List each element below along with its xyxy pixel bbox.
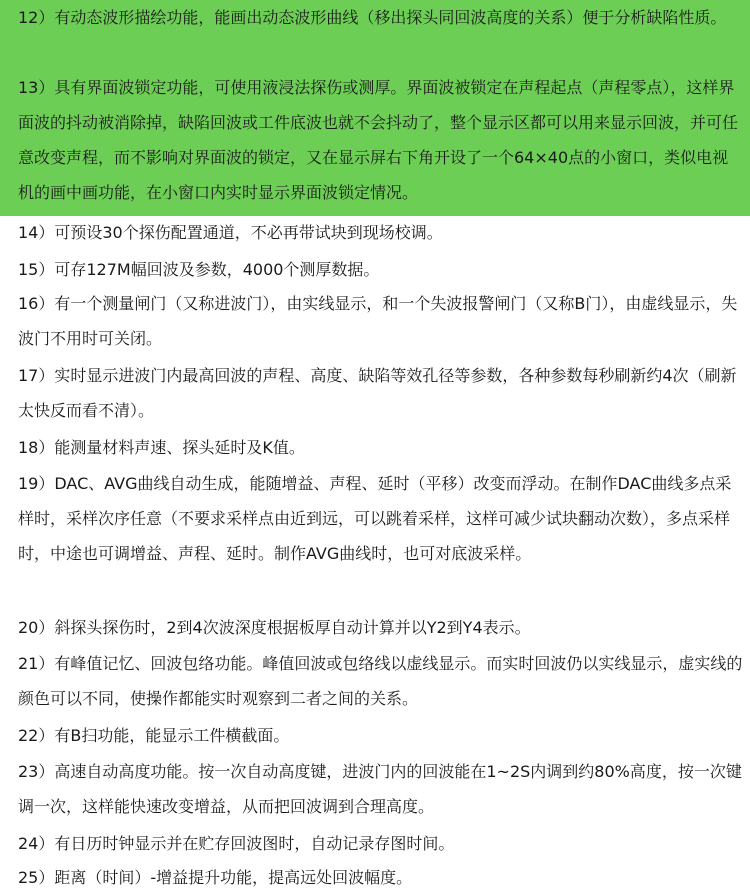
paragraph-23: 23）高速自动高度功能。按一次自动高度键，进波门内的回波能在1~2S内调到约80%高度，按一次键调一次，这样能快速改变增益，从而把回波调到合理高度。 bbox=[18, 762, 742, 816]
paragraph-12: 12）有动态波形描绘功能，能画出动态波形曲线（移出探头同回波高度的关系）便于分析缺陷性质。 bbox=[18, 8, 727, 27]
paragraph-13: 13）具有界面波锁定功能，可使用液浸法探伤或测厚。界面波被锁定在声程起点（声程零点），这样界面波的抖动被消除掉，缺陷回波或工件底波也就不会抖动了，整个显示区都可以用来显示回波，并可任意改变声程，而不影响对界面波的锁定，又在显示屏右下角开设了一个64×40点的小窗口，类似电视机的画中画功能，在小窗口内实时显示界面波锁定情况。 bbox=[18, 78, 739, 202]
paragraph-21: 21）有峰值记忆、回波包络功能。峰值回波或包络线以虚线显示。而实时回波仍以实线显示，虚实线的颜色可以不同，使操作都能实时观察到二者之间的关系。 bbox=[18, 654, 743, 708]
paragraph-22: 22）有B扫功能，能显示工件横截面。 bbox=[18, 726, 290, 745]
paragraph-14: 14）可预设30个探伤配置通道，不必再带试块到现场校调。 bbox=[18, 223, 443, 242]
paragraph-18: 18）能测量材料声速、探头延时及K值。 bbox=[18, 438, 305, 457]
paragraph-20: 20）斜探头探伤时，2到4次波深度根据板厚自动计算并以Y2到Y4表示。 bbox=[18, 618, 531, 637]
paragraph-17: 17）实时显示进波门内最高回波的声程、高度、缺陷等效孔径等参数，各种参数每秒刷新约4次（刷新太快反而看不清）。 bbox=[18, 366, 737, 420]
paragraph-25: 25）距离（时间）-增益提升功能，提高远处回波幅度。 bbox=[18, 868, 413, 887]
paragraph-15: 15）可存127M幅回波及参数，4000个测厚数据。 bbox=[18, 260, 380, 279]
paragraph-16: 16）有一个测量闸门（又称进波门），由实线显示，和一个失波报警闸门（又称B门），由虚线显示，失波门不用时可关闭。 bbox=[18, 294, 738, 348]
paragraph-19: 19）DAC、AVG曲线自动生成，能随增益、声程、延时（平移）改变而浮动。在制作DAC曲线多点采样时，采样次序任意（不要求采样点由近到远，可以跳着采样，这样可减少试块翻动次数），多点采样时，中途也可调增益、声程、延时。制作AVG曲线时，也可对底波采样。 bbox=[18, 474, 732, 563]
paragraph-24: 24）有日历时钟显示并在贮存回波图时，自动记录存图时间。 bbox=[18, 834, 455, 853]
